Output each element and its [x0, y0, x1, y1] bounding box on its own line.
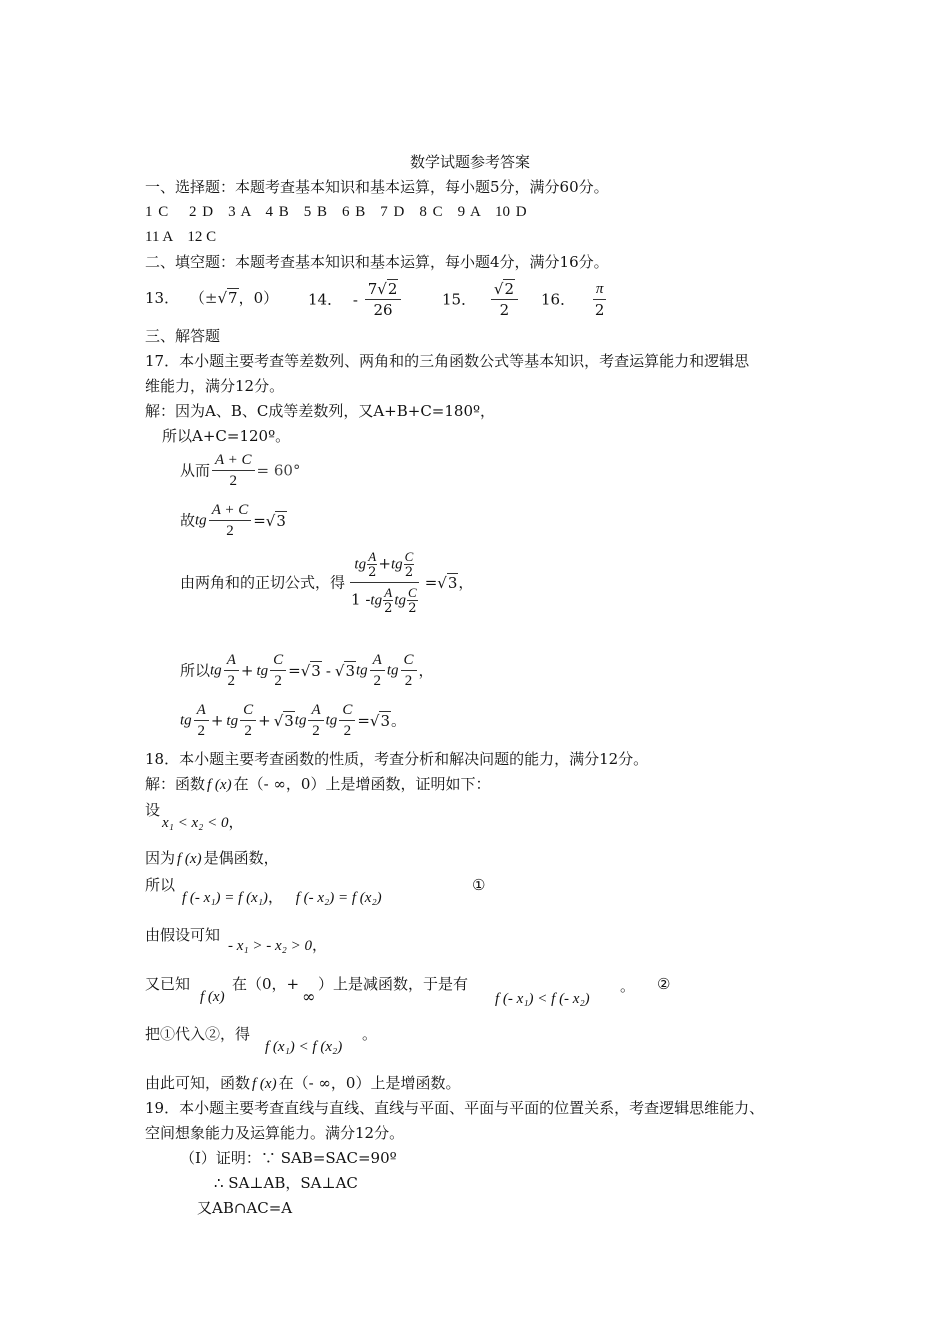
section-3-heading: 三、解答题	[145, 327, 221, 345]
tangent-sum-formula: tg $\frac{A}{2}$ +tg $\frac{C}{2}$ 1 -tg $\frac{A}{2}$ tg $\frac{C}{2}$	[347, 549, 423, 616]
answer-14	[308, 280, 403, 319]
p18-substitute: 把①代入②，得	[145, 1025, 251, 1043]
q14-sign: -	[352, 290, 358, 309]
section-2-heading: 二、填空题：本题考查基本知识和基本运算，每小题4分，满分16分。	[145, 253, 609, 271]
p18-solution: 解：函数 f (x) 在（- ∞，0）上是增函数，证明如下：	[145, 775, 491, 793]
p18-eq-1: f (- x₁) = f (x₁)， f (- x₂) = f (x₂)	[182, 888, 382, 906]
p18-ineq-2: - x₁ > - x₂ > 0，	[228, 936, 327, 954]
p18-infty: ∞	[302, 987, 316, 1006]
p19-line-3: 又AB∩AC=A	[197, 1199, 293, 1217]
p18-known-post: ）上是减函数，于是有	[318, 975, 469, 993]
p18-mark-2: ②	[657, 975, 671, 993]
p19-intro-1: 19．本小题主要考查直线与直线、直线与平面、平面与平面的位置关系，考查逻辑思维能力、	[145, 1099, 765, 1117]
q15-fraction: $\frac{√2}{2}$	[491, 280, 518, 319]
page-title: 数学试题参考答案	[410, 153, 531, 171]
p18-conclusion: 由此可知，函数 f (x) 在（- ∞，0）上是增函数。	[145, 1074, 461, 1092]
q13-sqrt: √7	[217, 289, 238, 307]
q13-number: 13．	[145, 289, 180, 307]
p18-let: 设	[145, 801, 161, 819]
p18-known-mid: 在（0，+	[232, 975, 300, 993]
p17-step-4: 故tg $\frac{A + C}{2}$ =√3	[180, 502, 286, 539]
p18-known-pre: 又已知	[145, 975, 191, 993]
q13-open: （	[189, 289, 205, 307]
p17-intro-2: 维能力，满分12分。	[145, 377, 285, 395]
p18-even: 因为 f (x) 是偶函数，	[145, 849, 279, 867]
p17-solution-2: 所以A+C=120º。	[162, 427, 291, 445]
p17-step-7: tg $\frac{A}{2}$ + tg $\frac{C}{2}$ + √3tg $\frac{A}{2}$ tg $\frac{C}{2}$ =√3。	[180, 702, 407, 739]
p19-line-1: （I）证明：∵ SAB=SAC=90º	[180, 1149, 397, 1167]
p17-step-5: 由两角和的正切公式，得 tg $\frac{A}{2}$ +tg $\frac{C}{2}$ 1 -tg $\frac{A}{2}$ tg $\frac{C}{2}$ =√3，	[180, 549, 474, 616]
p18-ineq-1: x₁ < x₂ < 0，	[162, 813, 244, 831]
p17-step-3: 从而 $\frac{A + C}{2}$ = 60°	[180, 452, 301, 489]
p17-intro-1: 17．本小题主要考查等差数列、两角和的三角函数公式等基本知识，考查运算能力和逻辑思	[145, 352, 750, 370]
p19-line-2: ∴ SA⊥AB，SA⊥AC	[214, 1174, 358, 1192]
q14-fraction: $\frac{7√2}{26}$	[365, 280, 402, 319]
q16-fraction: $\frac{\pi}{2}$	[594, 281, 605, 319]
p18-hypothesis: 由假设可知	[145, 926, 221, 944]
p19-intro-2: 空间想象能力及运算能力。满分12分。	[145, 1124, 405, 1142]
p18-so-label: 所以	[145, 876, 176, 894]
p17-solution-1: 解：因为A、B、C成等差数列，又A+B+C=180º，	[145, 402, 496, 420]
answer-13	[145, 288, 278, 308]
p17-step-6: 所以tg $\frac{A}{2}$ + tg $\frac{C}{2}$ =√3 - √3tg $\frac{A}{2}$ tg $\frac{C}{2}$ ，	[180, 652, 434, 689]
p18-ineq-3-period: 。	[620, 977, 636, 995]
answer-16	[541, 280, 609, 319]
section-1-heading: 一、选择题：本题考查基本知识和基本运算，每小题5分，满分60分。	[145, 178, 609, 196]
q14-number: 14．	[308, 290, 343, 309]
answers-row-2: 11 A 12 C	[145, 229, 217, 245]
p18-intro: 18．本小题主要考查函数的性质，考查分析和解决问题的能力，满分12分。	[145, 750, 649, 768]
answers-row-1: 1 C 2 D 3 A 4 B 5 B 6 B 7 D 8 C 9 A 10 D	[145, 204, 527, 220]
p18-mark-1: ①	[472, 876, 486, 894]
p18-known-fx: f (x)	[200, 989, 225, 1005]
p18-ineq-4: f (x₁) < f (x₂)	[265, 1039, 343, 1055]
q15-number: 15．	[442, 290, 477, 309]
p18-ineq-3: f (- x₁) < f (- x₂)	[495, 991, 590, 1007]
p18-ineq-4-period: 。	[362, 1025, 378, 1043]
q16-number: 16．	[541, 290, 576, 309]
answer-15	[442, 280, 520, 319]
q13-close: ，0）	[238, 289, 279, 307]
q13-pm: ±	[204, 289, 218, 307]
